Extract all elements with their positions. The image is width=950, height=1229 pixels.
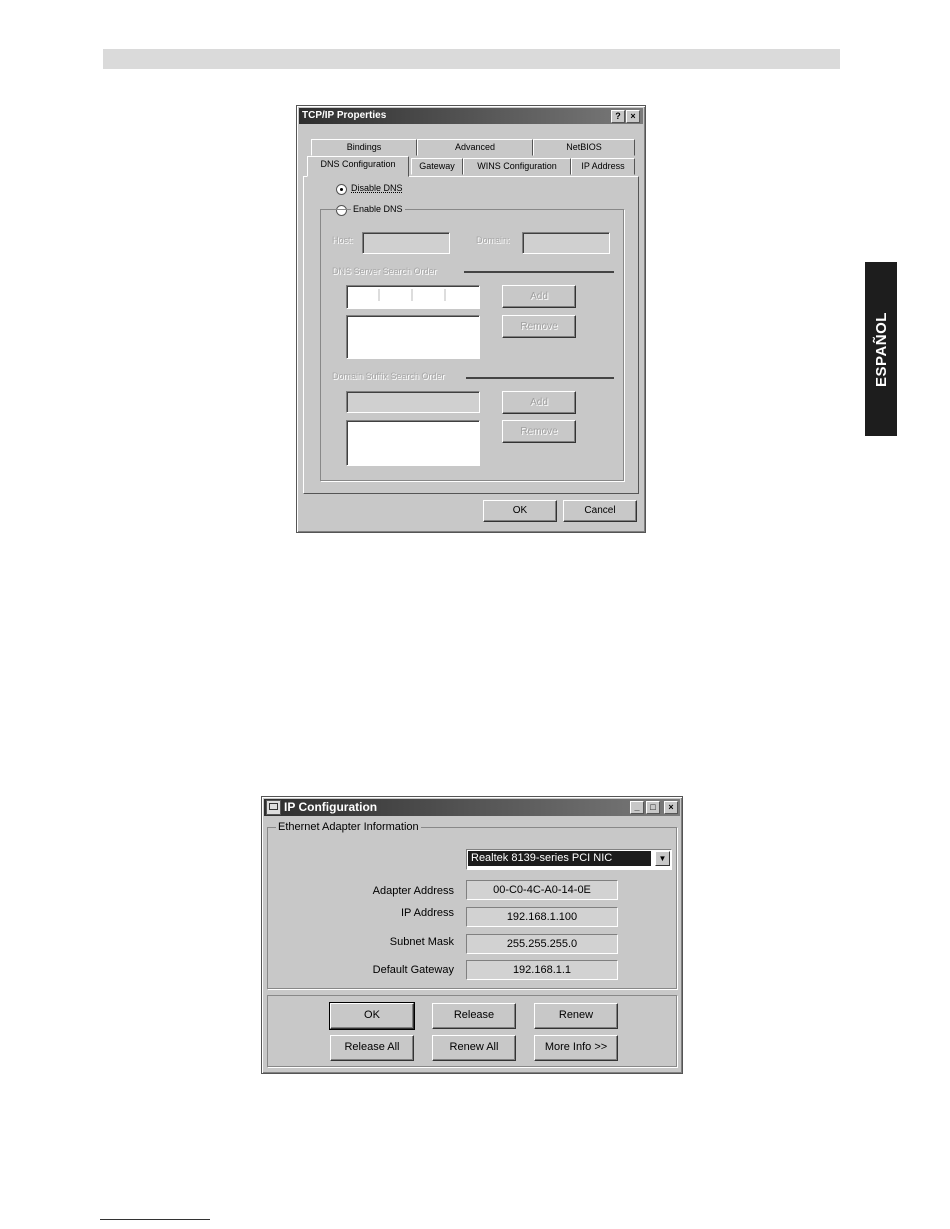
default-gateway-label: Default Gateway — [372, 964, 454, 976]
tab-dns-configuration[interactable]: DNS Configuration — [307, 156, 409, 177]
domain-suffix-label: Domain Suffix Search Order — [332, 371, 445, 381]
ipconfig-title: IP Configuration — [284, 800, 378, 814]
tcpip-properties-dialog — [296, 105, 646, 533]
host-label: Host: — [332, 235, 354, 245]
dns-search-divider — [464, 271, 614, 273]
enable-dns-label: Enable DNS — [353, 204, 403, 214]
tab-ip-address[interactable]: IP Address — [571, 158, 635, 175]
close-button[interactable]: × — [626, 110, 640, 123]
domain-suffix-input[interactable] — [346, 391, 480, 413]
footer-rule — [100, 1219, 210, 1220]
ipconfig-title-bar — [264, 799, 680, 816]
remove-suffix-button[interactable]: Remove — [502, 420, 576, 443]
host-input[interactable] — [362, 232, 450, 254]
chevron-down-icon[interactable]: ▼ — [655, 851, 670, 866]
renew-button[interactable]: Renew — [534, 1003, 618, 1029]
language-label: ESPAÑOL — [872, 311, 890, 387]
dialog-title: TCP/IP Properties — [302, 110, 387, 121]
disable-dns-label: Disable DNS — [351, 183, 403, 193]
dns-server-list[interactable] — [346, 315, 480, 359]
dialog-title-bar — [299, 108, 643, 124]
domain-label: Domain: — [476, 235, 510, 245]
cancel-button[interactable]: Cancel — [563, 500, 637, 522]
domain-suffix-divider — [466, 377, 614, 379]
tab-wins-configuration[interactable]: WINS Configuration — [463, 158, 571, 175]
renew-all-button[interactable]: Renew All — [432, 1035, 516, 1061]
dns-configuration-panel — [303, 176, 639, 494]
adapter-select[interactable] — [466, 849, 672, 870]
help-button[interactable]: ? — [611, 110, 625, 123]
disable-dns-radio[interactable] — [336, 184, 347, 195]
remove-dns-button[interactable]: Remove — [502, 315, 576, 338]
dns-server-ip-input[interactable] — [346, 285, 480, 309]
ip-address-value: 192.168.1.100 — [466, 907, 618, 927]
ok-button[interactable]: OK — [330, 1003, 414, 1029]
domain-suffix-list[interactable] — [346, 420, 480, 466]
network-icon — [266, 800, 281, 815]
language-side-tab — [865, 262, 897, 436]
domain-input[interactable] — [522, 232, 610, 254]
ip-address-label: IP Address — [401, 907, 454, 919]
add-dns-button[interactable]: Add — [502, 285, 576, 308]
adapter-address-value: 00-C0-4C-A0-14-0E — [466, 880, 618, 900]
header-bar — [103, 49, 840, 69]
subnet-mask-label: Subnet Mask — [389, 936, 454, 948]
tab-netbios[interactable]: NetBIOS — [533, 139, 635, 156]
release-all-button[interactable]: Release All — [330, 1035, 414, 1061]
tab-advanced[interactable]: Advanced — [417, 139, 533, 156]
default-gateway-value: 192.168.1.1 — [466, 960, 618, 980]
subnet-mask-value: 255.255.255.0 — [466, 934, 618, 954]
more-info-button[interactable]: More Info >> — [534, 1035, 618, 1061]
minimize-button[interactable]: _ — [630, 801, 644, 814]
maximize-button[interactable]: □ — [646, 801, 660, 814]
adapter-info-label: Ethernet Adapter Information — [278, 821, 419, 833]
adapter-select-value: Realtek 8139-series PCI NIC — [468, 851, 651, 866]
adapter-address-label: Adapter Address — [372, 885, 454, 897]
add-suffix-button[interactable]: Add — [502, 391, 576, 414]
ok-button[interactable]: OK — [483, 500, 557, 522]
tab-bindings[interactable]: Bindings — [311, 139, 417, 156]
close-button[interactable]: × — [664, 801, 678, 814]
dns-search-order-label: DNS Server Search Order — [332, 266, 437, 276]
release-button[interactable]: Release — [432, 1003, 516, 1029]
ip-configuration-dialog — [261, 796, 683, 1074]
tab-gateway[interactable]: Gateway — [411, 158, 463, 175]
